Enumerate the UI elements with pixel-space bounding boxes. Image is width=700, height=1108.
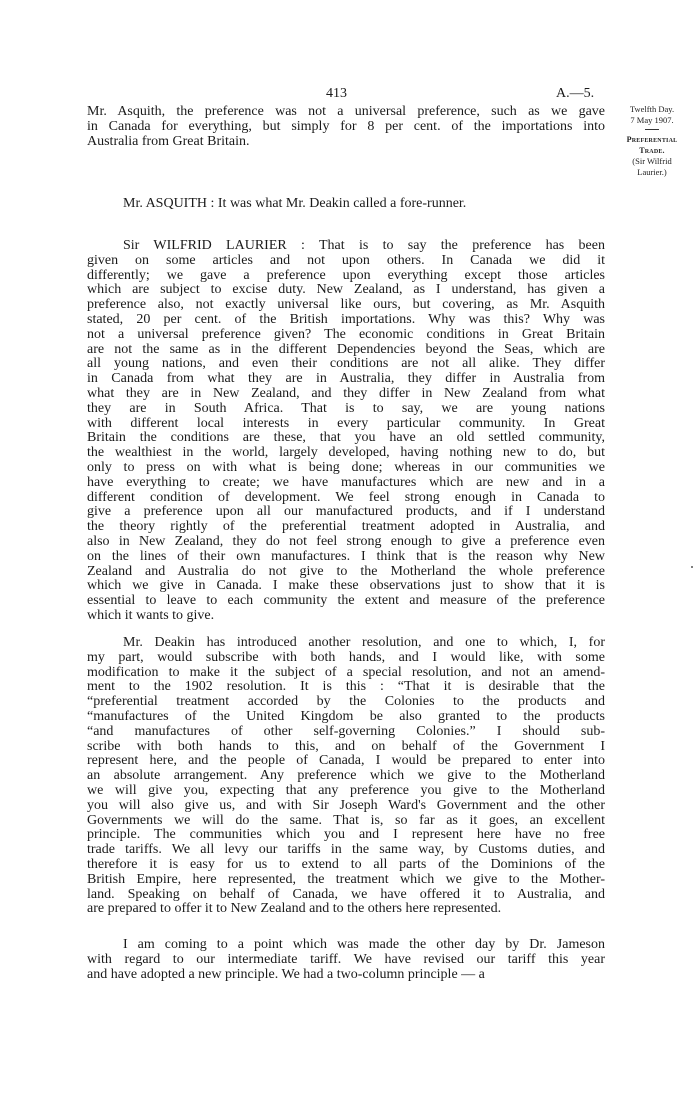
text-line: which it wants to give. (87, 607, 215, 623)
text-line: we will give you, expecting that any preference you give to the Motherland (87, 782, 605, 798)
text-line: principle. The communities which you and I represent here have no free (87, 827, 605, 843)
text-line: Mr. ASQUITH : It was what Mr. Deakin called a fore-runner. (123, 196, 467, 211)
text-line: not a universal preference given? The economic conditions in Great Britain (87, 326, 605, 342)
text-line: in Canada from what they are in Australia, they differ in Australia from (87, 371, 605, 387)
paragraph-asquith-remark (87, 197, 605, 212)
text-line: the theory rightly of the preferential treatment adopted in Australia, and (87, 519, 605, 535)
margin-mark (691, 566, 693, 568)
margin-speaker-2: Laurier.) (637, 167, 667, 177)
text-line: scribe with both hands to this, and on behalf of the Government I (87, 738, 605, 754)
margin-date: 7 May 1907. (630, 115, 674, 125)
paragraph-laurier-speech (87, 239, 605, 624)
text-line: “and manufactures of other self-governing Colonies.” I should sub- (87, 723, 605, 739)
text-line: with regard to our intermediate tariff. We have revised our tariff this year (87, 951, 605, 967)
text-line: the wealthiest in the world, largely developed, having nothing new to do, but (87, 445, 605, 461)
text-line: “manufactures of the United Kingdom be also granted to the products (87, 708, 605, 724)
text-line: with different local interests in every particular community. In Great (87, 415, 605, 431)
text-line: I am coming to a point which was made the other day by Dr. Jameson (123, 937, 605, 952)
text-line: which we give in Canada. I make these observations just to show that it is (87, 578, 605, 594)
text-line: my part, would subscribe with both hands, and I would like, with some (87, 649, 605, 665)
text-line: what they are in New Zealand, and they differ in New Zealand from what (87, 385, 605, 401)
series-reference: A.—5. (556, 86, 595, 101)
text-line: given on some articles and not upon others. In Canada we did it (87, 252, 605, 268)
text-line: Governments we will do the same. That is, so far as it goes, an excellent (87, 812, 605, 828)
margin-day: Twelfth Day. (629, 104, 675, 114)
text-line: you will also give us, and with Sir Joseph Ward's Government and the other (87, 797, 605, 813)
paragraph-deakin-resolution (87, 636, 605, 917)
paragraph-intermediate-tariff (87, 938, 605, 982)
margin-topic-1: Preferential (626, 135, 678, 144)
text-line: different condition of development. We feel strong enough in Canada to (87, 489, 605, 505)
text-line: have everything to create; we have manufactures which are new and in a (87, 474, 605, 490)
text-line: Australia from Great Britain. (87, 133, 250, 149)
text-line: give a preference upon all our manufactured products, and if I understand (87, 504, 605, 520)
text-line: in Canada for everything, but simply for 8 per cent. of the importations into (87, 118, 605, 134)
margin-speaker-1: (Sir Wilfrid (632, 156, 672, 166)
text-line: British Empire, here represented, the treatment which we give to the Mother- (87, 871, 605, 887)
text-line: differently; we gave a preference upon everything except those articles (87, 267, 605, 283)
text-line: represent here, and the people of Canada, I would be prepared to enter into (87, 753, 605, 769)
paragraph-asquith-continuation (87, 105, 605, 149)
text-line: “preferential treatment accorded by the Colonies to the products and (87, 694, 605, 710)
text-line: land. Speaking on behalf of Canada, we have offered it to Australia, and (87, 886, 605, 902)
text-line: an absolute arrangement. Any preference which we give to the Motherland (87, 768, 605, 784)
text-line: only to press on with what is being done; whereas in our communities we (87, 459, 605, 475)
text-line: therefore it is easy for us to extend to all parts of the Dominions of the (87, 856, 605, 872)
text-line: and have adopted a new principle. We had a two-column principle — a (87, 966, 485, 982)
text-line: also in New Zealand, they do not feel strong enough to give a preference even (87, 533, 605, 549)
text-line: are not the same as in the different Dependencies beyond the Seas, which are (87, 341, 605, 357)
margin-rule (645, 129, 659, 130)
text-line: trade tariffs. We all levy our tariffs in the same way, by Customs duties, and (87, 842, 605, 858)
text-line: all young nations, and even their conditions are not all alike. They differ (87, 356, 605, 372)
page-number: 413 (326, 86, 347, 101)
text-line: which are subject to excise duty. New Zealand, as I understand, has given a (87, 282, 605, 298)
text-line: Sir WILFRID LAURIER : That is to say the preference has been (123, 238, 605, 253)
margin-note (608, 104, 696, 178)
text-line: they are in South Africa. That is to say, we are young nations (87, 400, 605, 416)
text-line: on the lines of their own manufactures. I think that is the reason why New (87, 548, 605, 564)
text-line: ment to the 1902 resolution. It is this : “That it is desirable that the (87, 679, 605, 695)
text-line: stated, 20 per cent. of the British importations. Why was this? Why was (87, 311, 605, 327)
text-line: essential to leave to each community the extent and measure of the preference (87, 593, 605, 609)
text-line: Mr. Asquith, the preference was not a universal preference, such as we gave (87, 104, 605, 119)
text-line: preference also, not exactly universal like ours, but covering, as Mr. Asquith (87, 297, 605, 313)
text-line: modification to make it the subject of a special resolution, and not an amend- (87, 664, 605, 680)
text-line: Mr. Deakin has introduced another resolution, and one to which, I, for (123, 635, 605, 650)
text-line: are prepared to offer it to New Zealand and to the others here represented. (87, 901, 502, 917)
margin-topic-2: Trade. (639, 146, 665, 155)
text-line: Zealand and Australia do not give to the Motherland the whole preference (87, 563, 605, 579)
text-line: Britain the conditions are these, that you have an old settled community, (87, 430, 605, 446)
